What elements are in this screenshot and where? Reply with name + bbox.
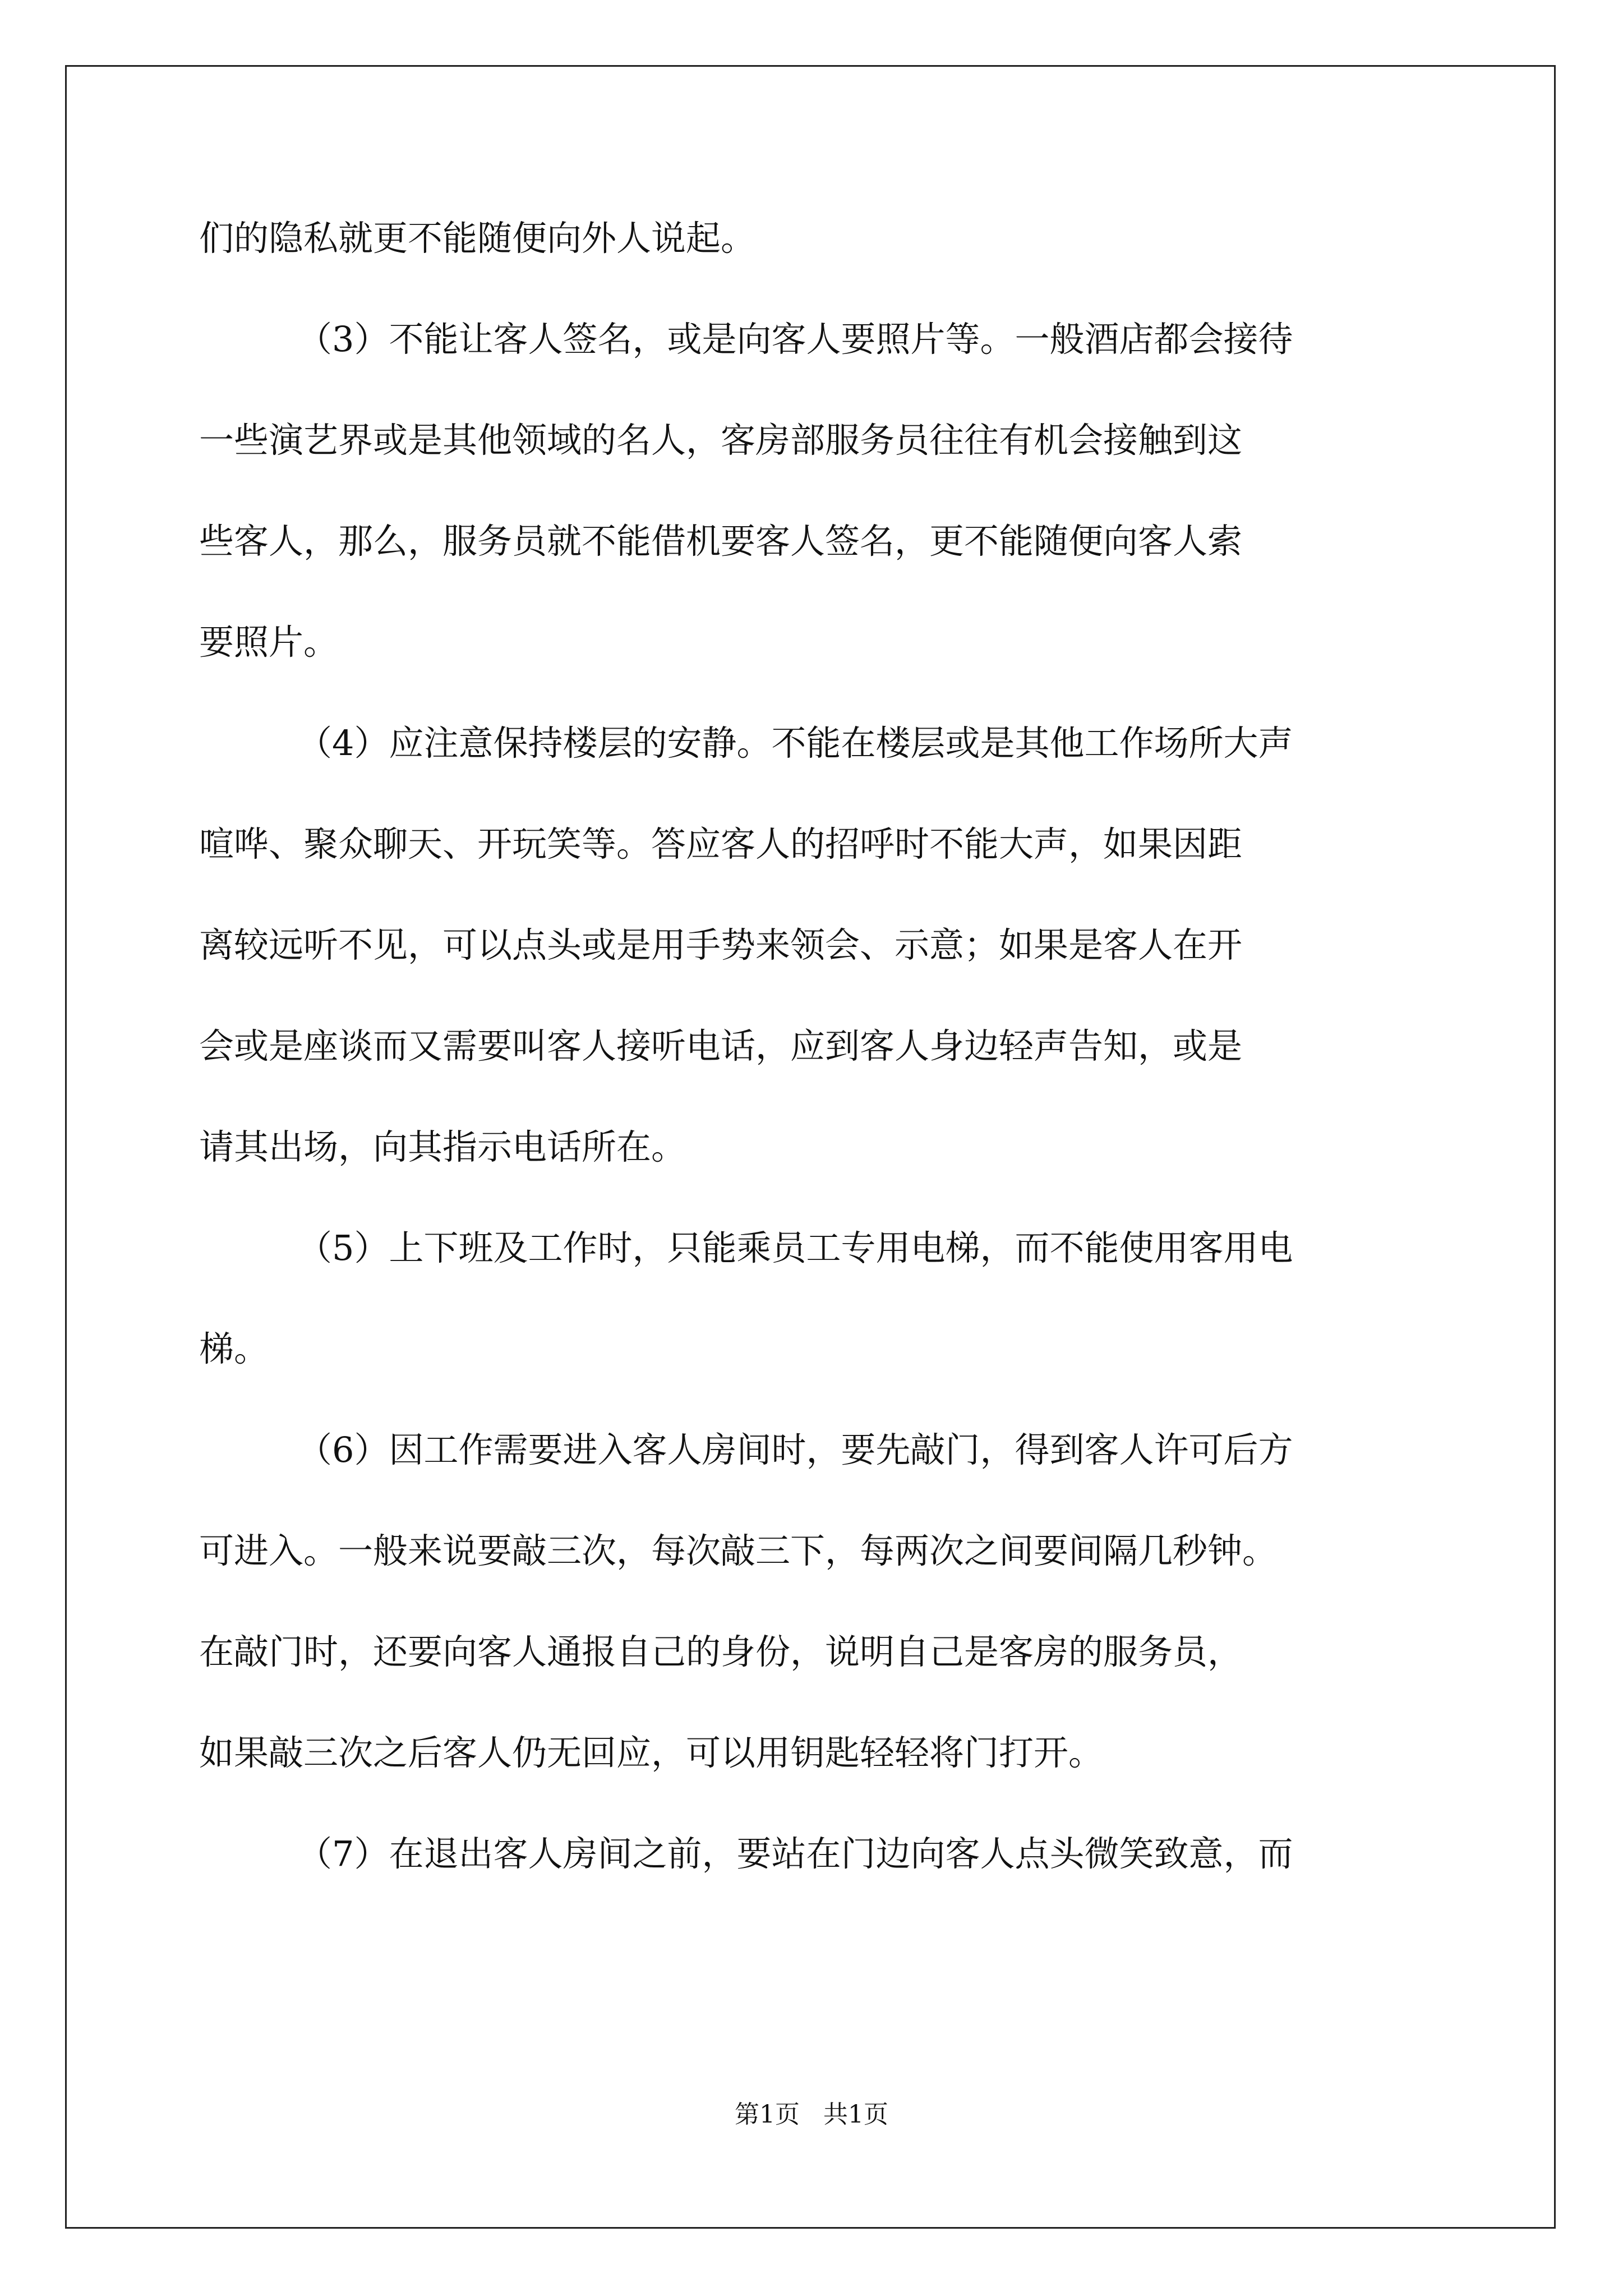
text-line: 在敲门时，还要向客人通报自己的身份，说明自己是客房的服务员，: [199, 1631, 1243, 1672]
text-line: 们的隐私就更不能随便向外人说起。: [199, 218, 756, 259]
text-line: 梯。: [199, 1328, 269, 1369]
text-line: 如果敲三次之后客人仍无回应，可以用钥匙轻轻将门打开。: [199, 1732, 1104, 1773]
page-footer: 第1页 共1页: [735, 2100, 888, 2129]
text-line: 要照片。: [199, 622, 339, 662]
text-line: 可进入。一般来说要敲三次，每次敲三下，每两次之间要间隔几秒钟。: [199, 1530, 1278, 1571]
text-line: 会或是座谈而又需要叫客人接听电话，应到客人身边轻声告知，或是: [199, 1025, 1243, 1066]
text-line: 喧哗、聚众聊天、开玩笑等。答应客人的招呼时不能大声，如果因距: [199, 823, 1243, 864]
text-line: 一些演艺界或是其他领域的名人，客房部服务员往往有机会接触到这: [199, 420, 1243, 461]
text-line: （6）因工作需要进入客人房间时，要先敲门，得到客人许可后方: [297, 1429, 1293, 1470]
text-line: （3）不能让客人签名，或是向客人要照片等。一般酒店都会接待: [297, 319, 1293, 360]
text-line: 请其出场，向其指示电话所在。: [199, 1126, 686, 1167]
text-line: （4）应注意保持楼层的安静。不能在楼层或是其他工作场所大声: [297, 723, 1293, 763]
text-line: （5）上下班及工作时，只能乘员工专用电梯，而不能使用客用电: [297, 1227, 1293, 1268]
text-line: （7）在退出客人房间之前，要站在门边向客人点头微笑致意，而: [297, 1833, 1293, 1874]
text-line: 些客人，那么，服务员就不能借机要客人签名，更不能随便向客人索: [199, 521, 1243, 562]
text-line: 离较远听不见，可以点头或是用手势来领会、示意；如果是客人在开: [199, 924, 1243, 965]
